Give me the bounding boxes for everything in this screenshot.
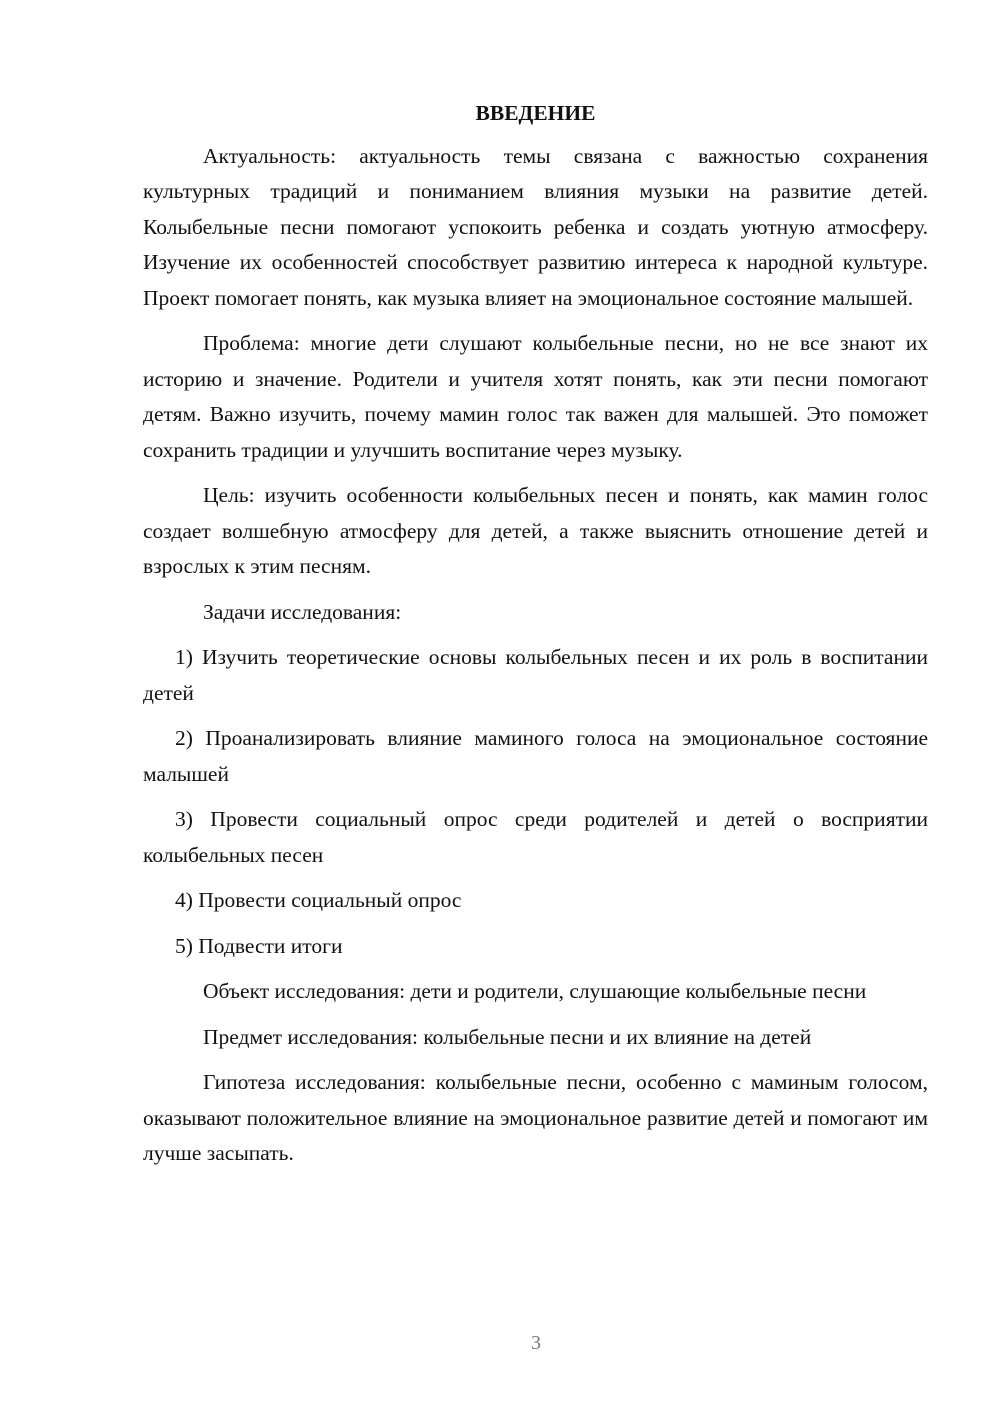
- paragraph-problem: Проблема: многие дети слушают колыбельные песни, но не все знают их историю и значение. Родители и учителя хотят понять, как эти песни помогают детям. Важно изучить, почему мамин голос так важен для малышей. Это поможет сохранить традиции и улучшить воспитание через музыку.: [143, 331, 928, 462]
- task-item-4: 4) Провести социальный опрос: [175, 888, 462, 912]
- page-title: ВВЕДЕНИЕ: [475, 101, 596, 125]
- paragraph-subject: Предмет исследования: колыбельные песни и их влияние на детей: [203, 1024, 812, 1049]
- document-page: [143, 96, 928, 1182]
- paragraph-object: Объект исследования: дети и родители, слушающие колыбельные песни: [203, 979, 867, 1003]
- task-item-5: 5) Подвести итоги: [175, 933, 343, 958]
- paragraph-goal: Цель: изучить особенности колыбельных песен и понять, как мамин голос создает волшебную атмосферу для детей, а также выяснить отношение детей и взрослых к этим песням.: [143, 483, 928, 578]
- task-item-1: 1) Изучить теоретические основы колыбельных песен и их роль в воспитании детей: [143, 645, 928, 705]
- tasks-heading: Задачи исследования:: [203, 599, 402, 624]
- page-number: 3: [531, 1332, 541, 1354]
- task-item-2: 2) Проанализировать влияние маминого голоса на эмоциональное состояние малышей: [143, 726, 928, 786]
- paragraph-relevance: Актуальность: актуальность темы связана с важностью сохранения культурных традиций и пониманием влияния музыки на развитие детей. Колыбельные песни помогают успокоить ребенка и создать уютную атмосферу. Изучение их особенностей способствует развитию интереса к народной культуре. Проект помогает понять, как музыка влияет на эмоциональное состояние малышей.: [143, 143, 928, 310]
- task-item-3: 3) Провести социальный опрос среди родителей и детей о восприятии колыбельных песен: [143, 807, 928, 867]
- paragraph-hypothesis: Гипотеза исследования: колыбельные песни, особенно с маминым голосом, оказывают положительное влияние на эмоциональное развитие детей и помогают им лучше засыпать.: [143, 1070, 928, 1165]
